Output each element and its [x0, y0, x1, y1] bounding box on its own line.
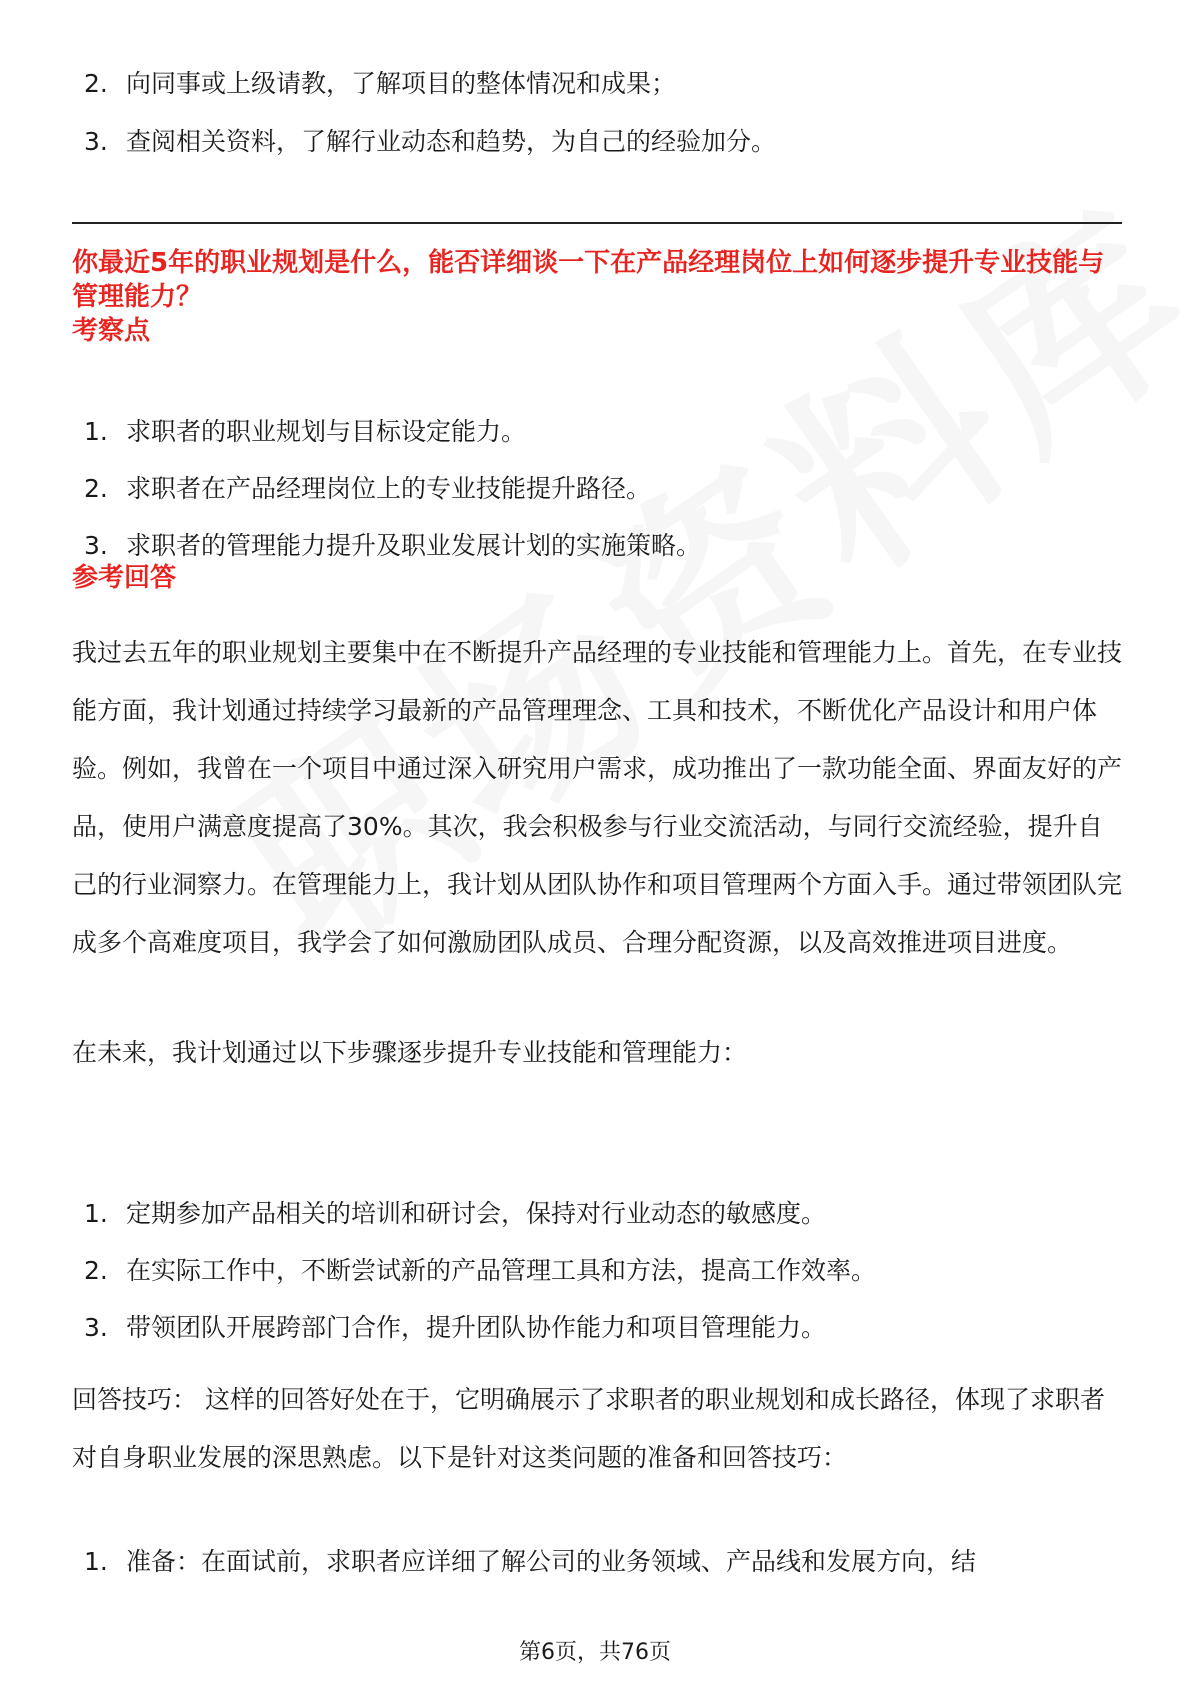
future-list — [72, 1198, 876, 1369]
list-item: 3. 带领团队开展跨部门合作，提升团队协作能力和项目管理能力。 — [84, 1313, 827, 1342]
list-item: 3. 查阅相关资料，了解行业动态和趋势，为自己的经验加分。 — [84, 127, 777, 156]
list-item: 1. 准备：在面试前，求职者应详细了解公司的业务领域、产品线和发展方向，结 — [84, 1547, 977, 1576]
answer-title: 参考回答 — [72, 563, 177, 593]
prep-list — [72, 1546, 976, 1578]
question-heading: 你最近5年的职业规划是什么，能否详细谈一下在产品经理岗位上如何逐步提升专业技能与管理能力？ — [72, 248, 1105, 312]
tips-paragraph: 回答技巧： 这样的回答好处在于，它明确展示了求职者的职业规划和成长路径，体现了求职者对自身职业发展的深思熟虑。以下是针对这类问题的准备和回答技巧： — [72, 1385, 1105, 1472]
list-item: 2. 求职者在产品经理岗位上的专业技能提升路径。 — [84, 474, 652, 503]
future-intro: 在未来，我计划通过以下步骤逐步提升专业技能和管理能力： — [72, 1038, 748, 1067]
list-item: 1. 求职者的职业规划与目标设定能力。 — [84, 417, 527, 446]
list-item: 3. 求职者的管理能力提升及职业发展计划的实施策略。 — [84, 531, 702, 560]
list-item: 2. 向同事或上级请教，了解项目的整体情况和成果； — [84, 69, 677, 98]
points-title: 考察点 — [72, 316, 151, 346]
answer-paragraph: 我过去五年的职业规划主要集中在不断提升产品经理的专业技能和管理能力上。首先，在专业技能方面，我计划通过持续学习最新的产品管理理念、工具和技术，不断优化产品设计和用户体验。例如，我曾在一个项目中通过深入研究用户需求，成功推出了一款功能全面、界面友好的产品，使用户满意度提高了30%。其次，我会积极参与行业交流活动，与同行交流经验，提升自己的行业洞察力。在管理能力上，我计划从团队协作和项目管理两个方面入手。通过带领团队完成多个高难度项目，我学会了如何激励团队成员、合理分配资源，以及高效推进项目进度。 — [72, 638, 1123, 957]
page-footer: 第6页，共76页 — [519, 1640, 671, 1665]
continued-list — [72, 68, 776, 184]
list-item: 1. 定期参加产品相关的培训和研讨会，保持对行业动态的敏感度。 — [84, 1199, 827, 1228]
list-item: 2. 在实际工作中，不断尝试新的产品管理工具和方法，提高工作效率。 — [84, 1256, 877, 1285]
section-divider — [72, 222, 1122, 224]
